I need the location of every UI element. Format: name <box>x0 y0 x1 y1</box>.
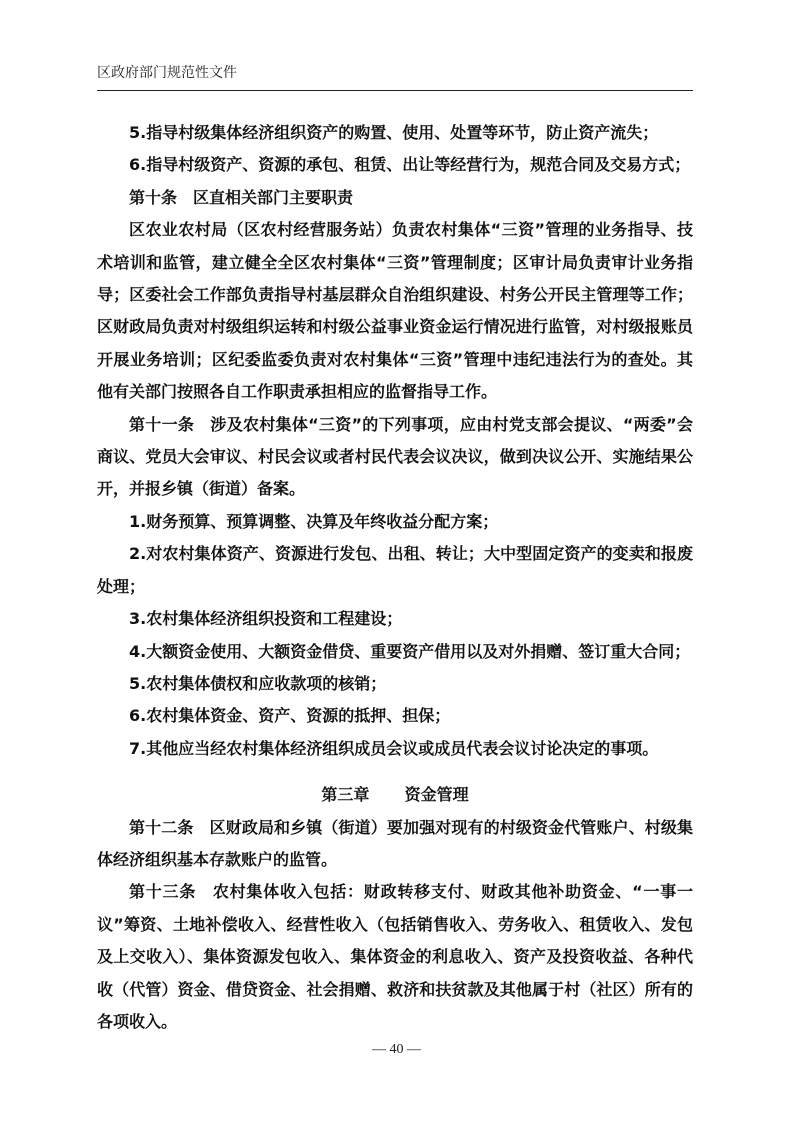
chapter-number: 第三章 <box>321 785 370 805</box>
document-header: 区政府部门规范性文件 <box>97 62 693 91</box>
paragraph: 区农业农村局（区农村经营服务站）负责农村集体“三资”管理的业务指导、技术培训和监管，建立健全全区农村集体“三资”管理制度；区审计局负责审计业务指导；区委社会工作部负责指导村基层群众自治组织建设、村务公开民主管理等工作；区财政局负责对村级组织运转和村级公益事业资金运行情况进行监管，对村级报账员开展业务培训；区纪委监委负责对农村集体“三资”管理中违纪违法行为的查处。其他有关部门按照各自工作职责承担相应的监督指导工作。 <box>97 220 693 402</box>
chapter-title: 资金管理 <box>404 785 469 805</box>
list-item: 5.农村集体债权和应收款项的核销； <box>129 673 387 693</box>
page-number: — 40 — <box>372 1042 421 1057</box>
list-item: 2.对农村集体资产、资源进行发包、出租、转让；大中型固定资产的变卖和报废处理； <box>97 544 693 596</box>
list-item: 7.其他应当经农村集体经济组织成员会议或成员代表会议讨论决定的事项。 <box>129 738 659 758</box>
paragraph: 第十一条 涉及农村集体“三资”的下列事项，应由村党支部会提议、“两委”会商议、党员大会审议、村民会议或者村民代表会议决议，做到决议公开、实施结果公开，并报乡镇（街道）备案。 <box>97 414 693 499</box>
paragraph: 6.指导村级资产、资源的承包、租赁、出让等经营行为，规范合同及交易方式； <box>129 155 691 175</box>
list-item: 1.财务预算、预算调整、决算及年终收益分配方案； <box>129 511 499 531</box>
paragraph: 第十三条 农村集体收入包括：财政转移支付、财政其他补助资金、“一事一议”筹资、土地补偿收入、经营性收入（包括销售收入、劳务收入、租赁收入、发包及上交收入）、集体资源发包收入、集体资金的利息收入、资产及投资收益、各种代收（代管）资金、借贷资金、社会捐赠、救济和扶贫款及其他属于村（社区）所有的各项收入。 <box>97 882 693 1031</box>
list-item: 3.农村集体经济组织投资和工程建设； <box>129 609 403 629</box>
list-item: 4.大额资金使用、大额资金借贷、重要资产借用以及对外捐赠、签订重大合同； <box>129 641 691 661</box>
article-heading: 第十条 区直相关部门主要职责 <box>129 187 354 207</box>
chapter-heading <box>97 779 693 811</box>
paragraph: 5.指导村级集体经济组织资产的购置、使用、处置等环节，防止资产流失； <box>129 123 659 142</box>
paragraph: 第十二条 区财政局和乡镇（街道）要加强对现有的村级资金代管账户、村级集体经济组织基本存款账户的监管。 <box>97 817 693 869</box>
list-item: 6.农村集体资金、资产、资源的抵押、担保； <box>129 706 451 726</box>
document-body <box>97 117 693 1038</box>
